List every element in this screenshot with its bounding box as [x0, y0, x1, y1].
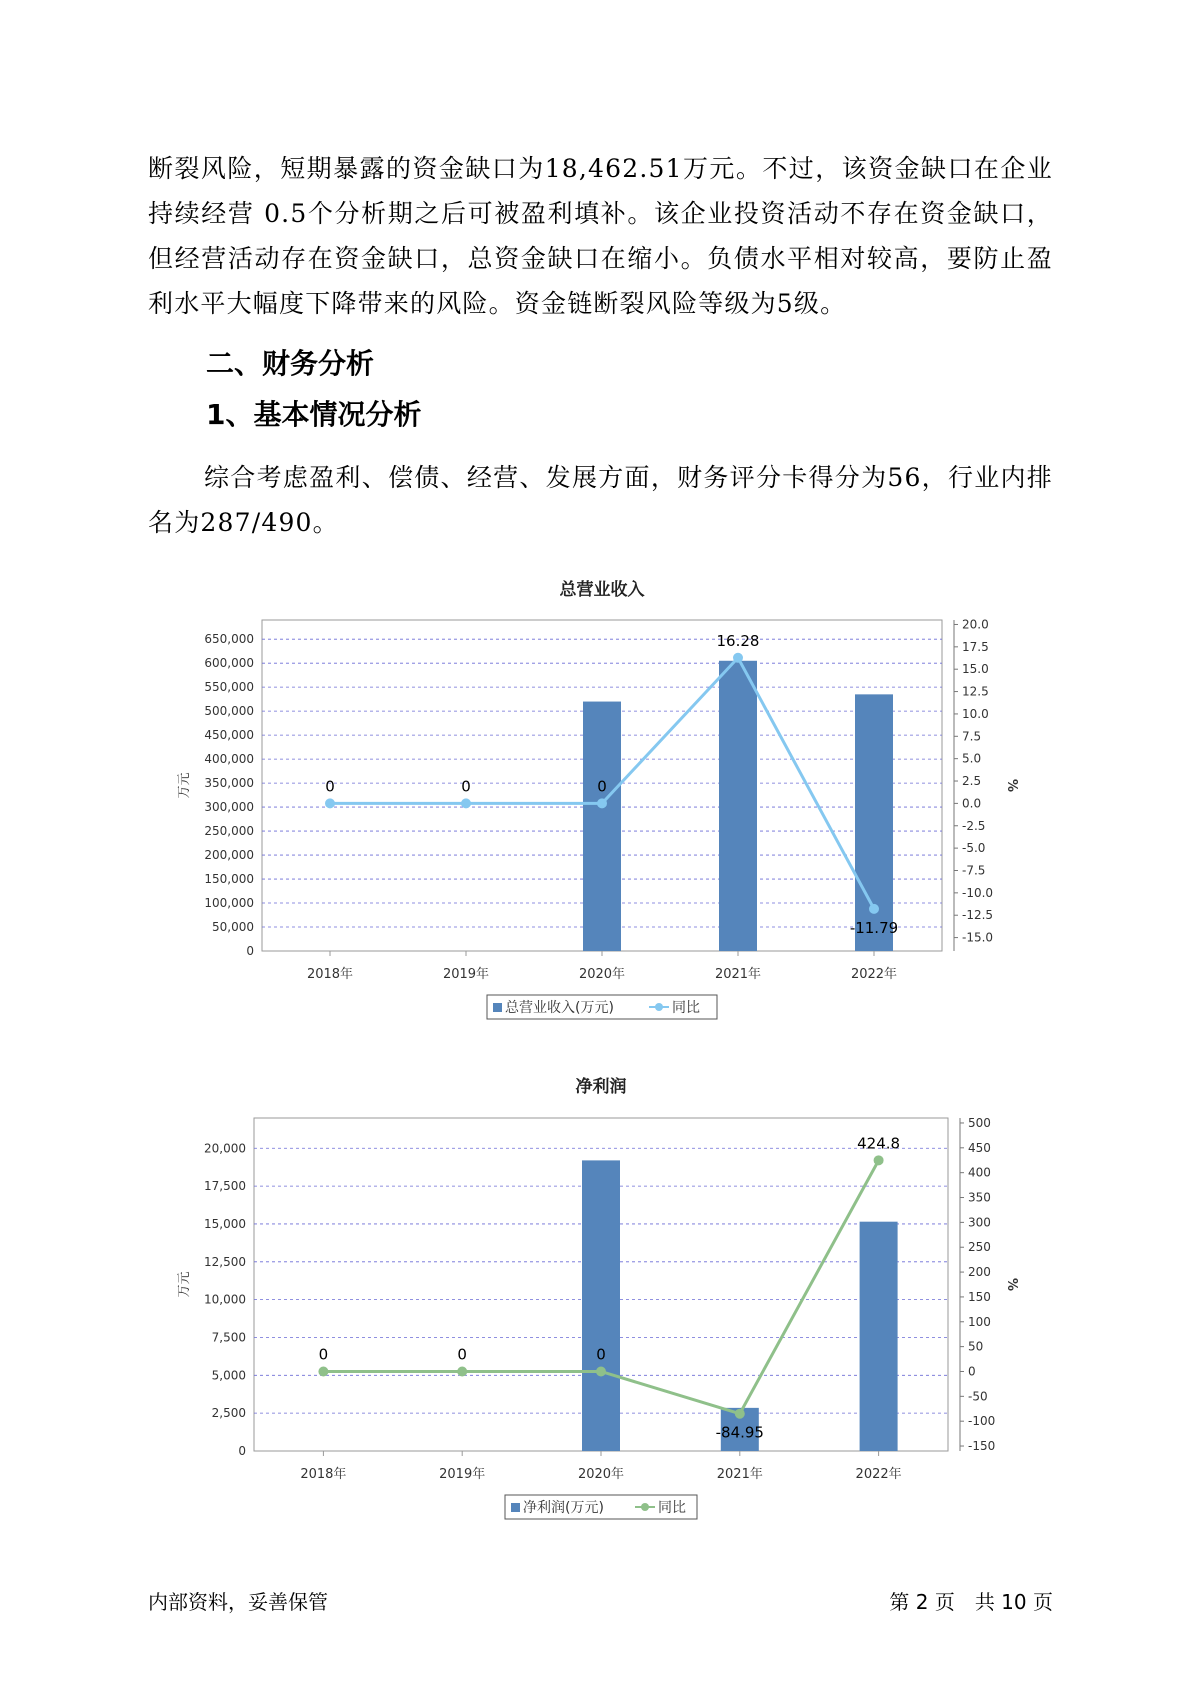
x-tick-label: 2018年: [306, 967, 354, 982]
y2-tick-label: 50: [968, 1339, 984, 1354]
section-heading: 二、财务分析: [206, 347, 375, 380]
y2-tick-label: 300: [968, 1215, 991, 1230]
x-tick-label: 2021年: [714, 967, 762, 982]
y-tick-label: 200,000: [204, 848, 254, 863]
legend-bar-label: 总营业收入(万元): [505, 1000, 614, 1016]
x-tick-label: 2020年: [578, 967, 626, 982]
y2-tick-label: -2.5: [962, 818, 986, 833]
line-point: [597, 798, 607, 808]
y2-tick-label: 7.5: [962, 729, 982, 744]
data-label: 0: [596, 1345, 606, 1364]
x-tick-label: 2022年: [850, 967, 898, 982]
chart-title: 净利润: [575, 1077, 627, 1097]
data-label: -11.79: [849, 918, 899, 937]
y-tick-label: 350,000: [204, 776, 254, 791]
y2-tick-label: 100: [968, 1314, 991, 1329]
revenue-chart: [0, 570, 1191, 1030]
x-tick-label: 2019年: [442, 967, 490, 982]
y2-tick-label: 250: [968, 1240, 991, 1255]
y2-tick-label: 0.0: [962, 796, 982, 811]
line-point: [325, 798, 335, 808]
y2-axis-label: %: [1004, 1277, 1019, 1292]
paragraph-risk: 断裂风险，短期暴露的资金缺口为18,462.51万元。不过，该资金缺口在企业持续经营 0.5个分析期之后可被盈利填补。该企业投资活动不存在资金缺口，但经营活动存在资金缺口，总资金缺口在缩小。负债水平相对较高，要防止盈利水平大幅度下降带来的风险。资金链断裂风险等级为5级。: [148, 154, 1053, 318]
y-tick-label: 7,500: [211, 1330, 246, 1345]
legend-bar-label: 净利润(万元): [523, 1500, 604, 1516]
y2-tick-label: 20.0: [962, 617, 989, 632]
y2-tick-label: -150: [968, 1439, 996, 1454]
y2-tick-label: 17.5: [962, 639, 989, 654]
y-tick-label: 15,000: [204, 1216, 246, 1231]
footer-page-number: 第 2 页 共 10 页: [889, 1590, 1053, 1614]
y2-tick-label: 0: [968, 1364, 976, 1379]
y2-tick-label: -5.0: [962, 841, 986, 856]
x-tick-label: 2021年: [716, 1467, 763, 1482]
line-point: [318, 1366, 328, 1376]
legend-bar-swatch: [511, 1503, 520, 1512]
x-tick-label: 2019年: [439, 1467, 486, 1482]
subsection-heading: 1、基本情况分析: [206, 398, 422, 431]
y-tick-label: 250,000: [204, 824, 254, 839]
y-tick-label: 0: [238, 1444, 246, 1458]
line-point: [461, 798, 471, 808]
y-tick-label: 5,000: [211, 1368, 246, 1383]
y-tick-label: 450,000: [204, 728, 254, 743]
data-label: 424.8: [857, 1134, 901, 1153]
y2-tick-label: 12.5: [962, 684, 989, 699]
x-tick-label: 2022年: [855, 1467, 902, 1482]
y2-tick-label: 10.0: [962, 706, 989, 721]
data-label: 0: [597, 777, 607, 796]
y-tick-label: 600,000: [204, 656, 254, 671]
y2-tick-label: 350: [968, 1190, 991, 1205]
y2-tick-label: -50: [968, 1389, 988, 1404]
paragraph-score: 综合考虑盈利、偿债、经营、发展方面，财务评分卡得分为56，行业内排名为287/490。: [148, 463, 1053, 537]
y-tick-label: 100,000: [204, 896, 254, 911]
y2-tick-label: -15.0: [962, 930, 994, 945]
line-point: [869, 904, 879, 914]
legend-line-label: 同比: [658, 1500, 686, 1516]
y-tick-label: 0: [246, 944, 254, 958]
line-point: [457, 1366, 467, 1376]
y2-tick-label: 2.5: [962, 774, 982, 789]
y-tick-label: 400,000: [204, 752, 254, 767]
legend-line-marker: [655, 1003, 663, 1011]
bar: [860, 1222, 898, 1451]
y-tick-label: 150,000: [204, 872, 254, 887]
y2-tick-label: 450: [968, 1140, 991, 1155]
footer-confidential: 内部资料，妥善保管: [148, 1590, 328, 1614]
y2-tick-label: 5.0: [962, 751, 982, 766]
y-tick-label: 300,000: [204, 800, 254, 815]
y-tick-label: 10,000: [204, 1292, 246, 1307]
y2-tick-label: 500: [968, 1115, 991, 1130]
line-point: [874, 1155, 884, 1165]
legend-line-label: 同比: [672, 1000, 700, 1016]
y-tick-label: 500,000: [204, 704, 254, 719]
y2-tick-label: 400: [968, 1165, 991, 1180]
y-tick-label: 17,500: [204, 1179, 246, 1194]
y-tick-label: 12,500: [204, 1254, 246, 1269]
data-label: 0: [318, 1345, 329, 1364]
legend-line-marker: [641, 1503, 649, 1511]
y-tick-label: 50,000: [212, 920, 254, 935]
y2-tick-label: -7.5: [962, 863, 986, 878]
chart-title: 总营业收入: [559, 580, 645, 600]
bar: [582, 1160, 620, 1451]
y2-tick-label: 200: [968, 1265, 991, 1280]
y-tick-label: 2,500: [211, 1406, 246, 1421]
line-point: [735, 1409, 745, 1419]
line-point: [596, 1366, 606, 1376]
legend-bar-swatch: [493, 1003, 502, 1012]
data-label: 16.28: [716, 631, 760, 650]
x-tick-label: 2020年: [577, 1467, 625, 1482]
y2-tick-label: -12.5: [962, 908, 994, 923]
y2-tick-label: 15.0: [962, 662, 989, 677]
data-label: -84.95: [715, 1423, 764, 1442]
data-label: 0: [325, 777, 335, 796]
net-profit-chart: [0, 1068, 1191, 1528]
data-label: 0: [457, 1345, 467, 1364]
bar: [719, 661, 757, 951]
x-tick-label: 2018年: [300, 1467, 347, 1482]
data-label: 0: [461, 777, 471, 796]
y2-tick-label: 150: [968, 1289, 991, 1304]
bar: [583, 702, 621, 951]
y-axis-label: 万元: [177, 772, 192, 799]
y2-tick-label: -10.0: [962, 885, 994, 900]
y-axis-label: 万元: [177, 1271, 192, 1298]
y-tick-label: 550,000: [204, 680, 254, 695]
y2-axis-label: %: [1004, 778, 1019, 793]
y-tick-label: 650,000: [204, 632, 254, 647]
y2-tick-label: -100: [968, 1414, 996, 1429]
y-tick-label: 20,000: [204, 1141, 246, 1156]
line-point: [733, 653, 743, 663]
